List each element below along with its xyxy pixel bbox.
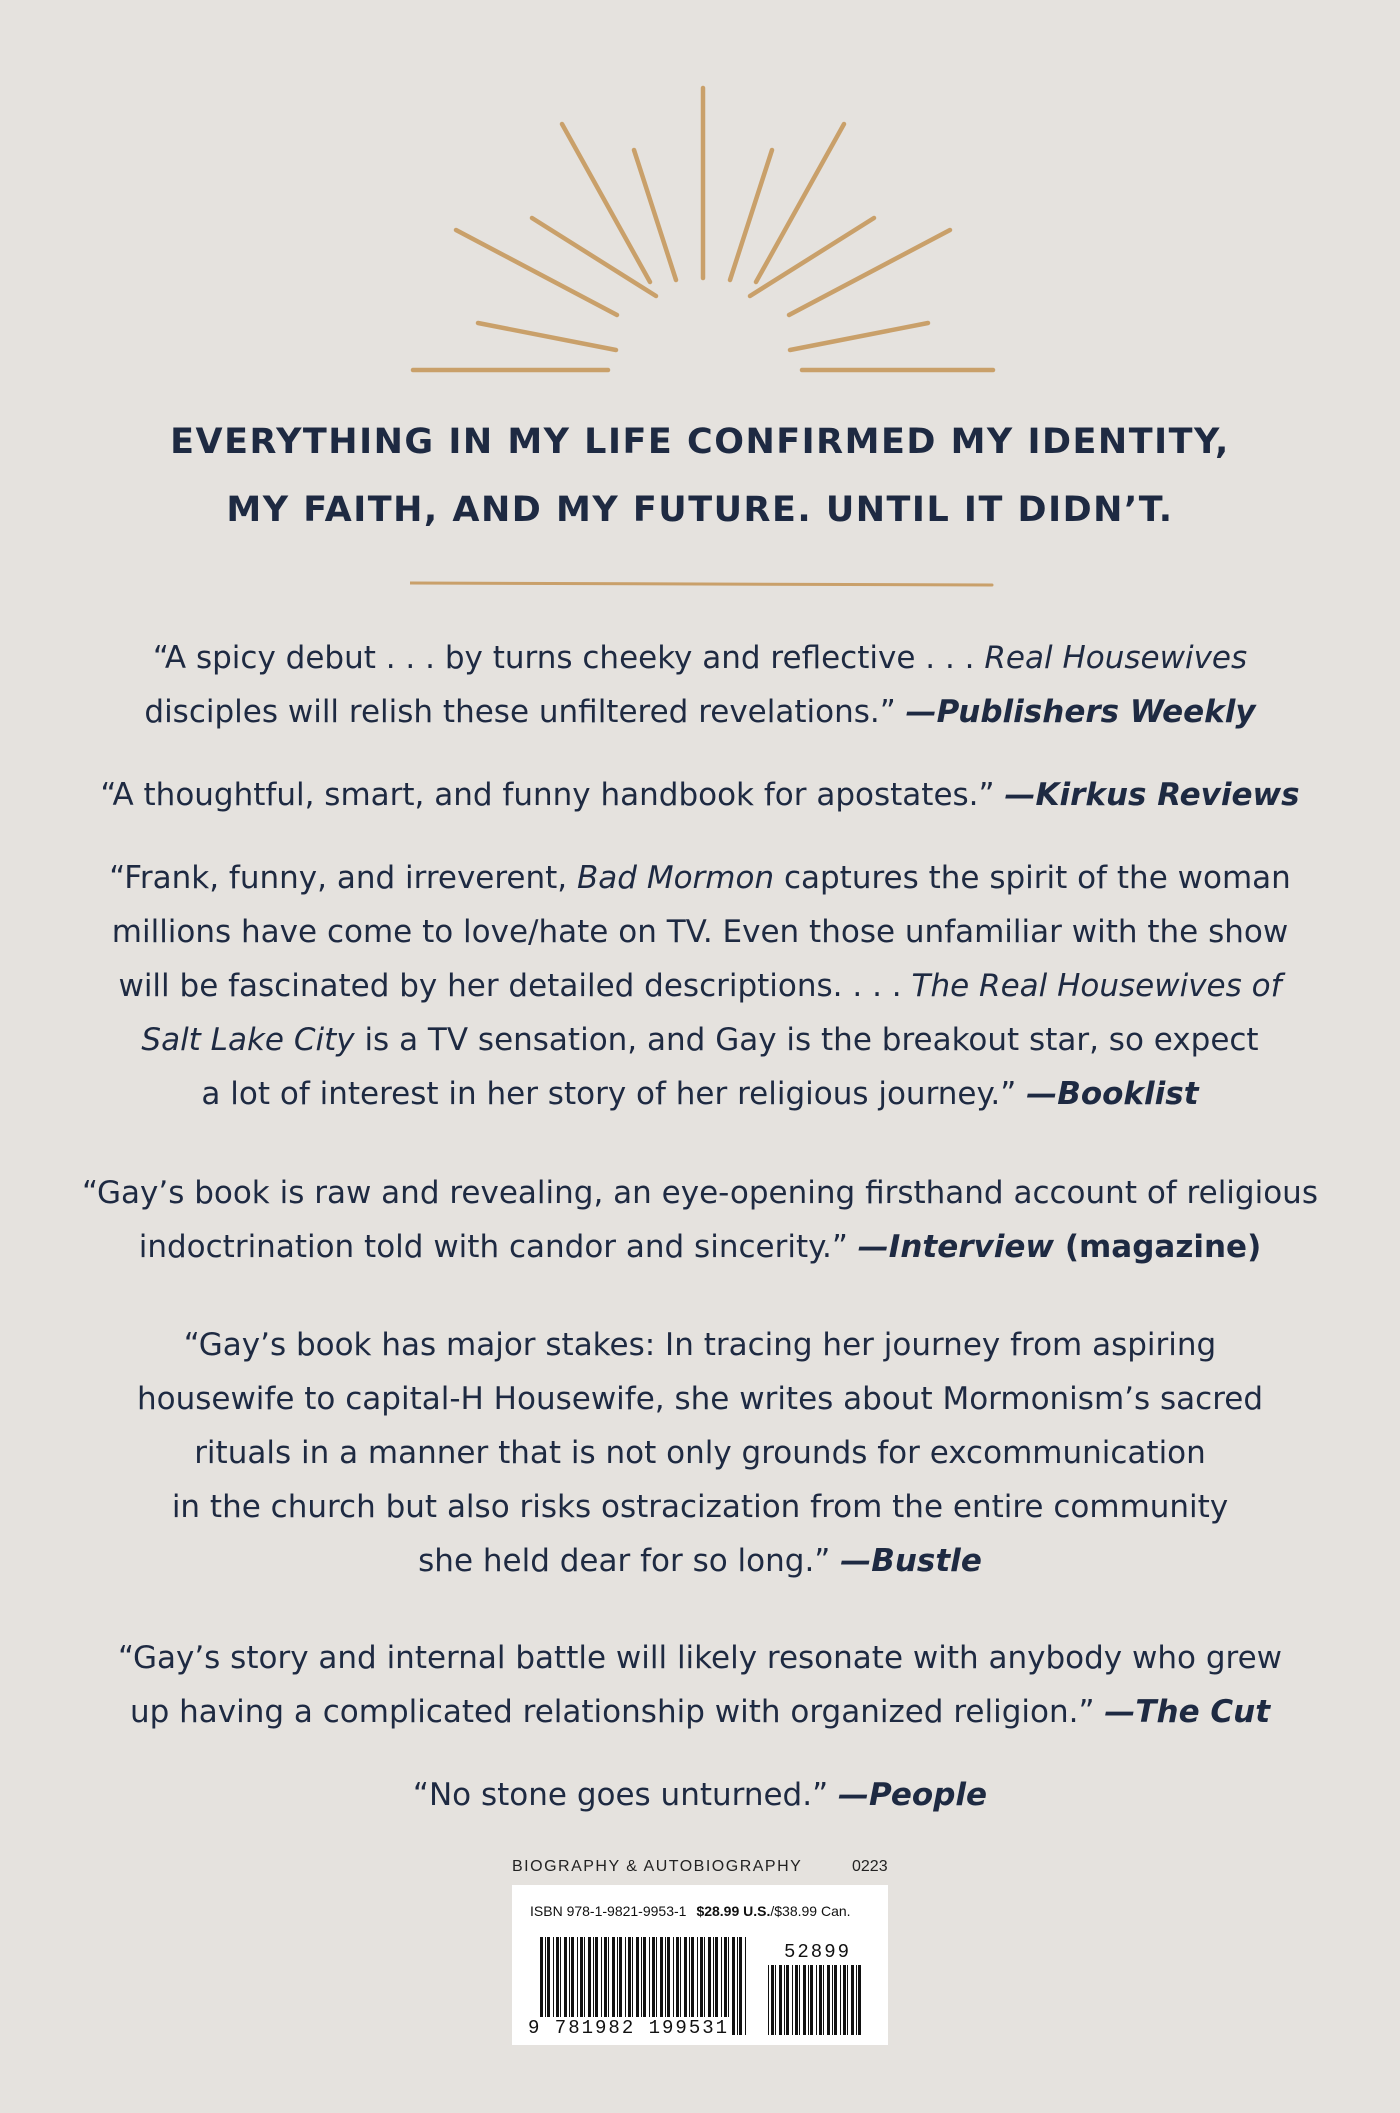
quote-source: —Interview xyxy=(857,1229,1055,1265)
review-quote-people xyxy=(40,1768,1360,1822)
price-can: /$38.99 Can. xyxy=(770,1903,851,1919)
quote-text: “A spicy debut . . . by turns cheeky and reflective . . . xyxy=(152,640,985,676)
quote-text: “Gay’s book has major stakes: In tracing her journey from aspiring xyxy=(183,1327,1217,1363)
quote-title-italic: The Real Housewives of xyxy=(911,968,1282,1004)
barcode-number: 9 781982 199531 xyxy=(528,2017,730,2039)
quote-text: rituals in a manner that is not only grounds for excommunication xyxy=(194,1435,1206,1471)
review-quote-the-cut xyxy=(40,1631,1360,1739)
quote-text: will be fascinated by her detailed descriptions. . . . xyxy=(118,968,912,1004)
review-quote-interview xyxy=(40,1166,1360,1274)
quote-text: in the church but also risks ostracization from the entire community xyxy=(171,1489,1229,1525)
book-category: BIOGRAPHY & AUTOBIOGRAPHY xyxy=(512,1858,803,1875)
quote-title-italic: Real Housewives xyxy=(984,640,1248,676)
headline-line-2: MY FAITH, AND MY FUTURE. UNTIL IT DIDN’T. xyxy=(226,490,1174,530)
review-quote-kirkus xyxy=(40,768,1360,822)
quote-text: housewife to capital-H Housewife, she writes about Mormonism’s sacred xyxy=(136,1381,1264,1417)
quote-source: —Booklist xyxy=(1026,1076,1199,1112)
quote-text: a lot of interest in her story of her religious journey.” xyxy=(201,1076,1027,1112)
quote-text: “No stone goes unturned.” xyxy=(412,1777,839,1813)
price-us: $28.99 U.S. xyxy=(696,1903,771,1919)
quote-source: —Bustle xyxy=(840,1543,982,1579)
quote-text: “Gay’s book is raw and revealing, an eye-opening firsthand account of religious xyxy=(82,1175,1318,1211)
quote-title-italic: Salt Lake City xyxy=(141,1022,355,1058)
review-quote-booklist xyxy=(40,851,1360,1121)
quote-text: captures the spirit of the woman xyxy=(774,860,1291,896)
sunburst-rays-icon xyxy=(0,0,1400,400)
divider-rule xyxy=(410,580,994,590)
quote-text: “Frank, funny, and irreverent, xyxy=(109,860,578,896)
quote-text: “A thoughtful, smart, and funny handbook for apostates.” xyxy=(100,777,1005,813)
quote-text: millions have come to love/hate on TV. Even those unfamiliar with the show xyxy=(111,914,1289,950)
review-quote-bustle xyxy=(40,1318,1360,1588)
barcode-addon-number: 52899 xyxy=(784,1941,852,1963)
quote-title-italic: Bad Mormon xyxy=(577,860,775,896)
quote-text: indoctrination told with candor and sincerity.” xyxy=(138,1229,858,1265)
isbn-number: ISBN 978-1-9821-9953-1 xyxy=(530,1903,687,1919)
quote-source-note: (magazine) xyxy=(1054,1229,1262,1265)
headline-line-1: EVERYTHING IN MY LIFE CONFIRMED MY IDENTITY, xyxy=(170,422,1230,462)
quote-source: —The Cut xyxy=(1104,1694,1271,1730)
barcode-block xyxy=(512,1885,888,2045)
quote-text: up having a complicated relationship with organized religion.” xyxy=(129,1694,1105,1730)
quote-source: —Publishers Weekly xyxy=(905,694,1256,730)
quote-source: —People xyxy=(838,1777,988,1813)
quote-text: she held dear for so long.” xyxy=(418,1543,841,1579)
quote-source: —Kirkus Reviews xyxy=(1004,777,1300,813)
review-quote-publishers-weekly xyxy=(40,631,1360,739)
quote-text: disciples will relish these unfiltered revelations.” xyxy=(144,694,906,730)
quote-text: “Gay’s story and internal battle will likely resonate with anybody who grew xyxy=(118,1640,1282,1676)
quote-text: is a TV sensation, and Gay is the breakout star, so expect xyxy=(354,1022,1259,1058)
book-code: 0223 xyxy=(852,1858,888,1875)
